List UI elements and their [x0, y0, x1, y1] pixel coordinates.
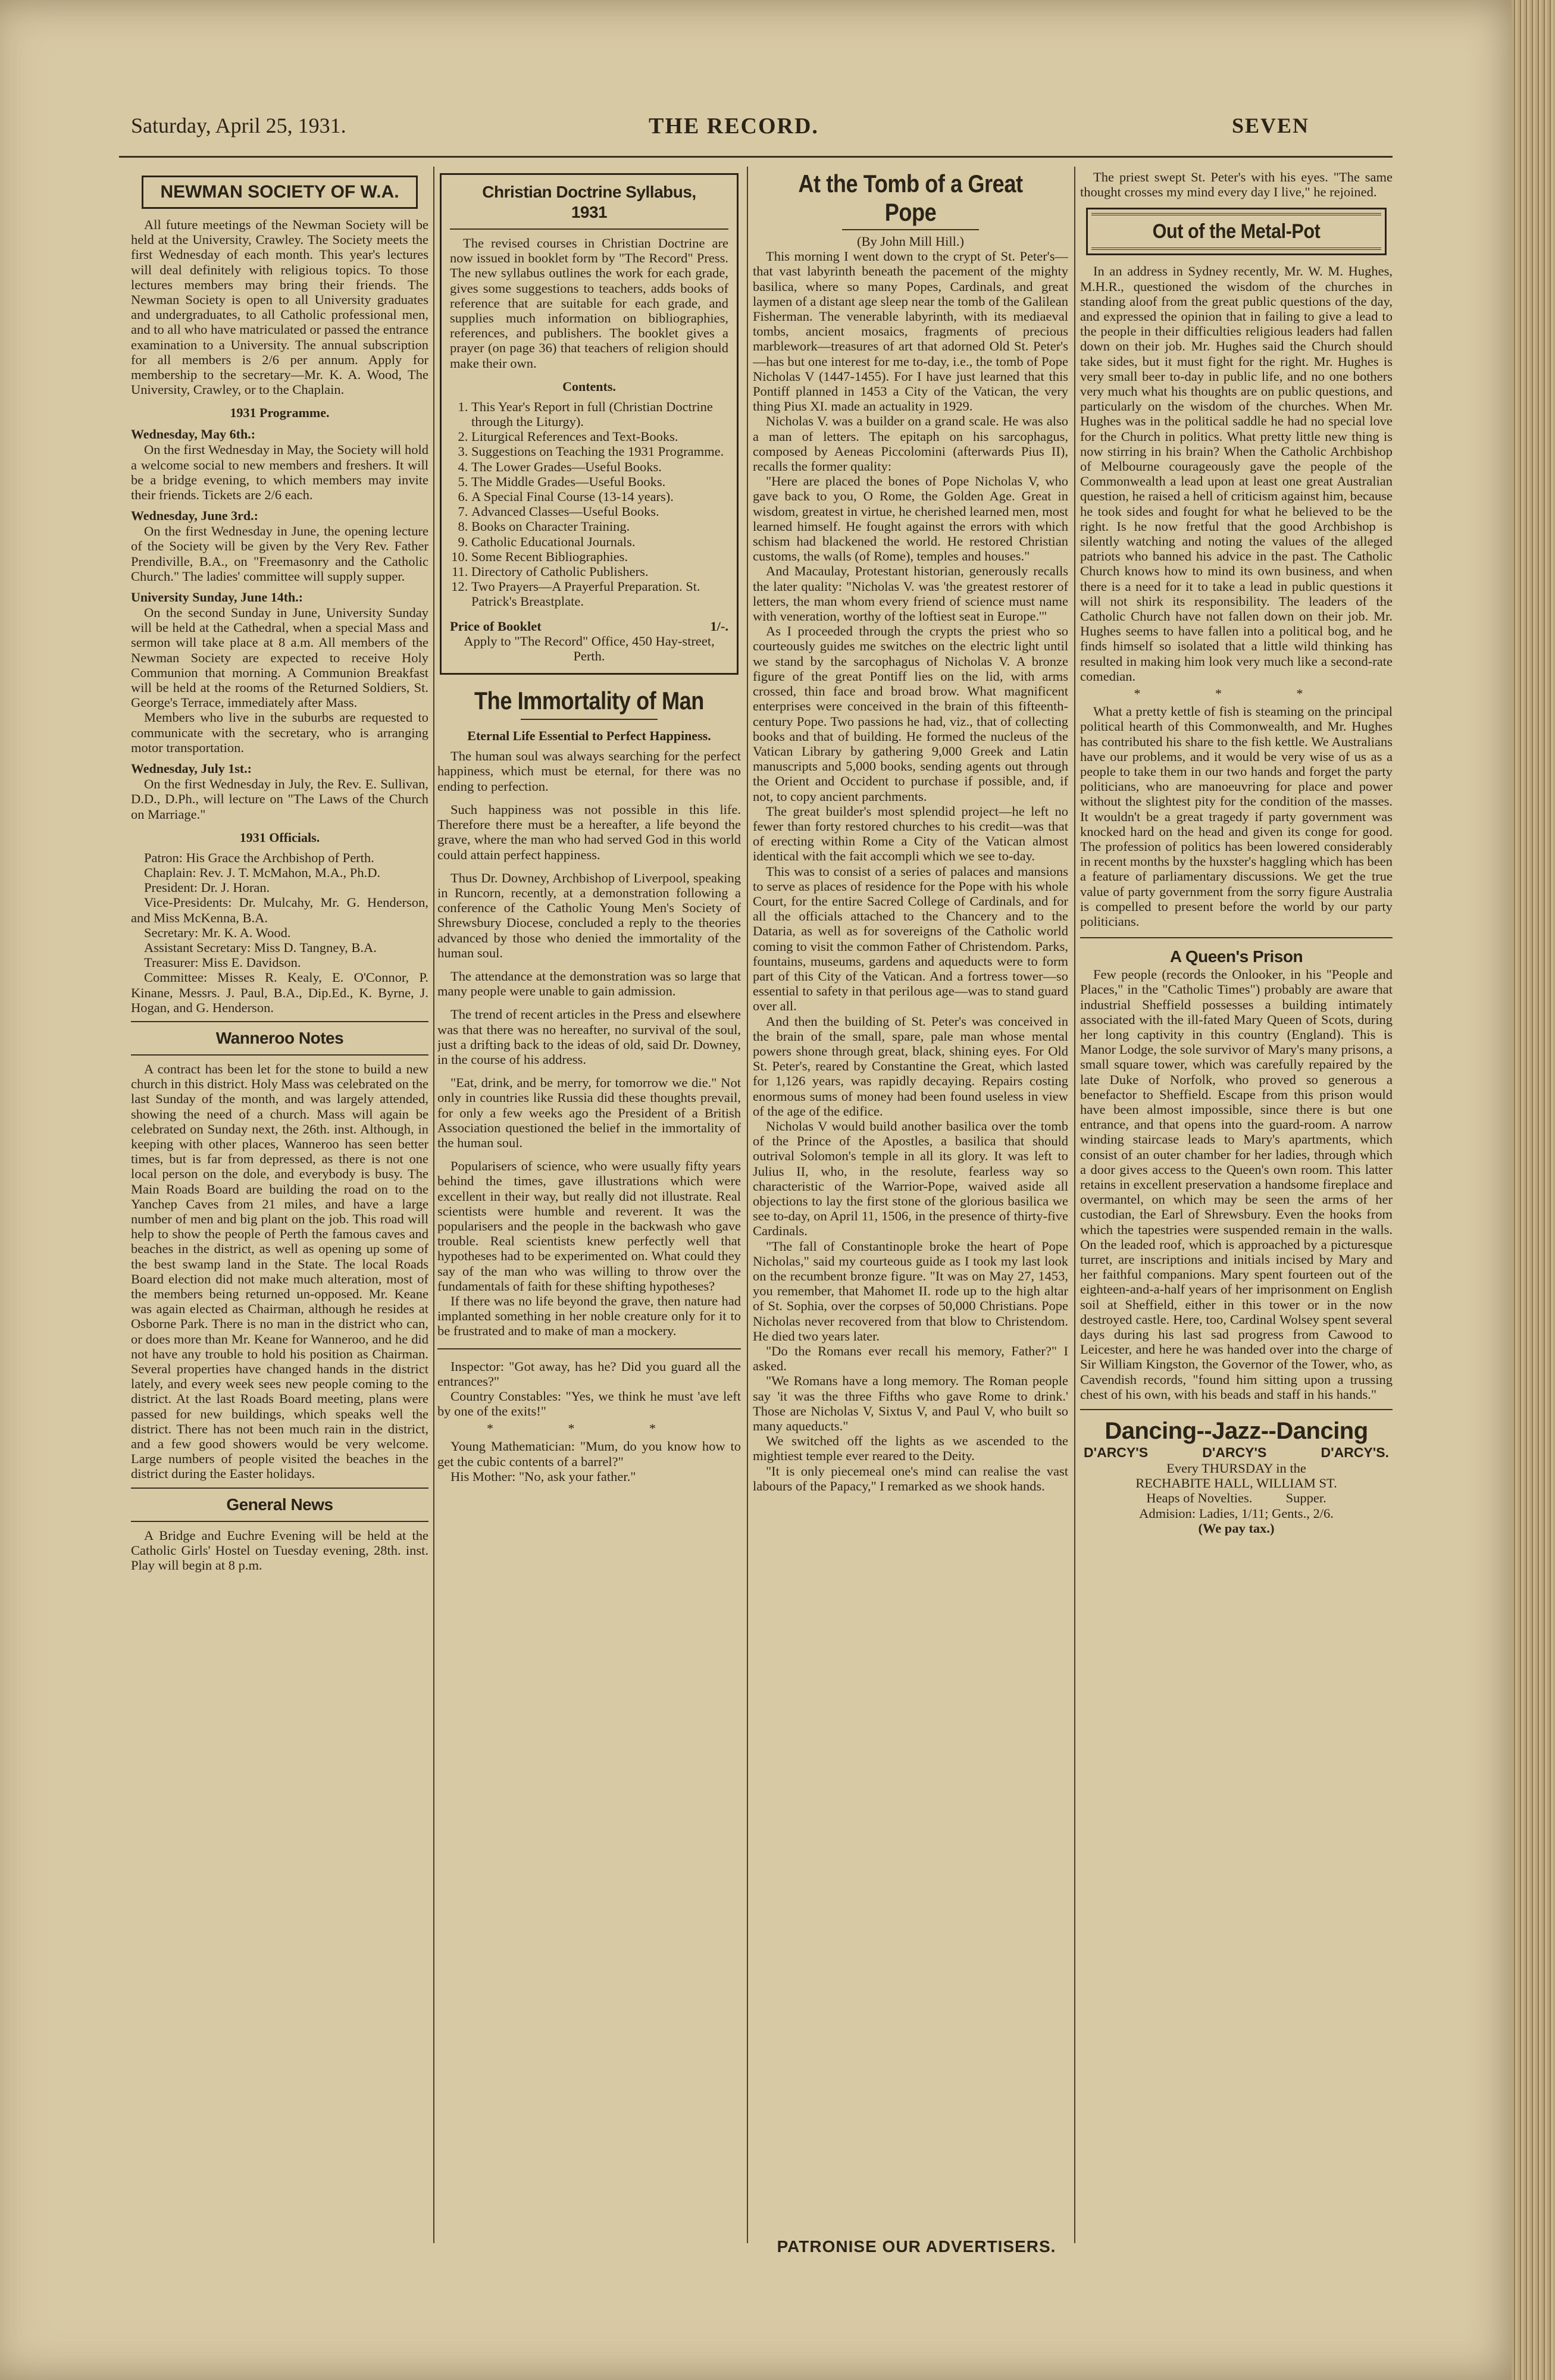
masthead-rule	[119, 156, 1393, 158]
section-rule	[1091, 213, 1381, 215]
immortality-paragraph: The human soul was always searching for the perfect happiness, which must be eternal, for there was no ending to perfection.	[437, 749, 741, 794]
contents-item: 9. Catholic Educational Journals.	[471, 534, 728, 549]
immortality-heading: The Immortality of Man	[474, 687, 704, 715]
pope-paragraph: Nicholas V would build another basilica over the tomb of the Prince of the Apostles, a basilica that should outrival Solomon's temple in all its glory. It was left to Julius II, who, in the resolute, fearless way so characteristic of the Warrior-Pope, waived aside all objections to lay the first stone of the glorious basilica we see to-day, on April 11, 1506, in the presence of thirty-five Cardinals.	[753, 1118, 1068, 1239]
section-rule	[1091, 248, 1381, 250]
section-rule	[1080, 937, 1393, 938]
dancing-line: RECHABITE HALL, WILLIAM ST.	[1135, 1476, 1337, 1491]
joke-line: Country Constables: "Yes, we think he must 'ave left by one of the exits!"	[437, 1389, 741, 1419]
immortality-paragraph: Such happiness was not possible in this life. Therefore there must be a hereafter, a life beyond the grave, where the man who had served God in this world could attain perfect happiness.	[437, 801, 741, 862]
section-rule	[521, 719, 658, 720]
immortality-paragraph: Popularisers of science, who were usually fifty years behind the times, gave illustrations which were excellent in their way, but really did not illustrate. Real scientists were humble and reverent. It was the popularisers and the people in the backwash who gave trouble. Real scientists knew perfectly well that hypotheses had to be experimented on. What could they say of the man who was willing to throw over the fundamentals of faith for these shifting hypotheses?	[437, 1158, 741, 1294]
syllabus-year: 1931	[571, 203, 608, 221]
newman-intro: All future meetings of the Newman Society will be held at the University, Crawley. The Society meets the first Wednesday of each month. This year's lectures will deal definitely with religious topics. To those lectures members may bring their friends. The Newman Society is open to all University graduates and undergraduates, to all Catholic professional men, and to all who have matriculated or passed the entrance examination to a University. The annual subscription for all members is 2/6 per annum. Apply for membership to the secretary—Mr. K. A. Wood, The University, Crawley, or to the Chaplain.	[131, 217, 428, 397]
contents-item: 8. Books on Character Training.	[471, 519, 728, 534]
pope-paragraph: "Here are placed the bones of Pope Nicholas V, who gave back to you, O Rome, the Golden Age. Great in wisdom, greatest in virtue, he cherished learned men, most learned himself. He fought against the errors with which schism had blackened the world. He restored Christian customs, the walls (of Rome), temples and houses."	[753, 474, 1068, 564]
general-news-text: A Bridge and Euchre Evening will be held at the Catholic Girls' Hostel on Tuesday evening, 28th. inst. Play will begin at 8 p.m.	[131, 1527, 428, 1573]
immortality-paragraph: The attendance at the demonstration was so large that many people were unable to gain admission.	[437, 968, 741, 999]
pope-paragraph: The great builder's most splendid project—he left no fewer than forty restored churches to his credit—was that of erecting within Rome a City of the Vatican almost identical with the fait accompli which we see to-day.	[753, 803, 1068, 864]
section-rule	[131, 1021, 428, 1022]
immortality-subheading: Eternal Life Essential to Perfect Happiness.	[467, 728, 711, 744]
pope-byline: (By John Mill Hill.)	[856, 234, 964, 249]
priest-text: The priest swept St. Peter's with his eyes. "The same thought crosses my mind every day I live," he rejoined.	[1080, 170, 1393, 200]
pope-paragraph: "Do the Romans ever recall his memory, Father?" I asked.	[753, 1344, 1068, 1374]
section-rule	[131, 1521, 428, 1522]
contents-item: 3. Suggestions on Teaching the 1931 Programme.	[471, 444, 728, 459]
queens-prison-text: Few people (records the Onlooker, in his "People and Places," in the "Catholic Times") probably are aware that industrial Sheffield possesses a building intimately associated with the ill-fated Mary Queen of Scots, during her long captivity in this country (England). This is Manor Lodge, the sole survivor of Mary's many prisons, a small square tower, which was carefully repaired by the late Duke of Norfolk, who proved so generous a benefactor to Sheffield. Escape from this prison would have been almost impossible, since there is but one entrance, and that opens into the guard-room. A narrow winding staircase leads to Mary's apartments, which consist of an outer chamber for her ladies, through which a door gives access to the Queen's own room. This latter retains in excellent preservation a handsome fireplace and overmantel, on which may be seen the arms of her custodian, the Earl of Shrewsbury. Even the hooks from which the tapestries were suspended remain in the walls. On the leaded roof, which is approached by a picturesque turret, are inscriptions and initials incised by Mary and her faithful companions. Mary spent fourteen out of the eighteen-and-a-half years of her imprisonment on English soil at Sheffield, either in this tower or in the now destroyed castle. Here, too, Cardinal Wolsey spent several days during his last sad progress from Cawood to Leicester, and here he was handed over into the charge of Sir William Kingston, the Governor of the Tower, who, as Cavendish records, "found him sitting upon a trussing chest of his own, with his beads and staff in his hands."	[1080, 967, 1393, 1402]
wanneroo-text: A contract has been let for the stone to build a new church in this district. Holy Mass was celebrated on the last Sunday of the month, and was largely attended, showing the need of a church. Mass will again be celebrated on Sunday next, the 26th. inst. Although, in keeping with other places, Wanneroo has seen better times, but is far from depressed, as there is not one local person on the dole, and everybody is busy. The Main Roads Board are building the road on to the Yanchep Caves from 21 miles, and have a large number of men and big plant on the job. This road will help to show the people of Perth the famous caves and beaches in the district, as well as opening up some of the best swamp land in the State. The local Roads Board election did not make much alteration, most of the members being returned un-opposed. Mr. Keane was again elected as Chairman, although he resides at Osborne Park. There is no man in the district who can, or does more than Mr. Keane for Wanneroo, and he did not have any trouble to hold his position as Chairman. Several properties have changed hands in the district lately, and every week sees new people coming to the district. At the last Roads Board meeting, plans were passed for new buildings, which speaks well the district. There has not been much rain in the district, and a few good showers would be very welcome. Large numbers of people visited the beaches in the district during the Easter holidays.	[131, 1061, 428, 1482]
contents-item: 11. Directory of Catholic Publishers.	[471, 564, 728, 579]
separator-stars: * * *	[487, 1421, 692, 1436]
section-rule	[450, 228, 728, 230]
contents-item: 10. Some Recent Bibliographies.	[471, 549, 728, 564]
pope-paragraph: As I proceeded through the crypts the priest who so courteously guides me switches on the electric light until we stand by the sarcophagus of Nicholas V. A bronze figure of the great Pontiff lies on the lid, with arms crossed, thin face and broad brow. What magnificent enterprises were conceived in the brain of this fifteenth-century Pope. Two passions he had, viz., that of collecting books and that of building. He formed the nucleus of the Vatican Library by gathering 9,000 Greek and Latin manuscripts and 5,000 books, sending agents out through the Orient and Occident to purchase if possible, and, if not, to copy ancient parchments.	[753, 624, 1068, 804]
column-divider	[1074, 167, 1075, 2243]
pope-paragraph: Nicholas V. was a builder on a grand scale. He was also a man of letters. The epitaph on his sarcophagus, composed by Aeneas Piccolomini (afterwards Pius II), recalls the former quality:	[753, 414, 1068, 474]
darcy-name: D'ARCY'S	[1202, 1445, 1267, 1461]
price-label: Price of Booklet	[450, 618, 542, 634]
issue-date: Saturday, April 25, 1931.	[131, 114, 346, 137]
suburbs-text: Members who live in the suburbs are requested to communicate with the secretary, who is arranging motor transportation.	[131, 710, 428, 755]
page-number: SEVEN	[1232, 114, 1310, 137]
dancing-line: Every THURSDAY in the	[1166, 1461, 1306, 1476]
column-divider	[747, 167, 748, 2243]
dancing-line: (We pay tax.)	[1198, 1520, 1275, 1536]
newman-heading: NEWMAN SOCIETY OF W.A.	[142, 176, 418, 209]
contents-item: 1. This Year's Report in full (Christian Doctrine through the Liturgy).	[471, 399, 728, 429]
official-item: Secretary: Mr. K. A. Wood.	[144, 925, 291, 940]
officials-heading: 1931 Officials.	[239, 829, 320, 845]
dancing-heading: Dancing--Jazz--Dancing	[1105, 1418, 1368, 1445]
section-rule	[842, 229, 979, 230]
contents-item: 5. The Middle Grades—Useful Books.	[471, 474, 728, 489]
darcy-name: D'ARCY'S	[1084, 1445, 1149, 1461]
section-rule	[131, 1054, 428, 1056]
pope-paragraph: We switched off the lights as we ascended to the mightiest temple ever reared to the Deity.	[753, 1433, 1068, 1464]
official-item: Patron: His Grace the Archbishop of Perth.	[144, 850, 374, 865]
joke-line: Inspector: "Got away, has he? Did you guard all the entrances?"	[437, 1358, 741, 1389]
official-item: Vice-Presidents: Dr. Mulcahy, Mr. G. Henderson, and Miss McKenna, B.A.	[131, 895, 428, 925]
pope-heading: At the Tomb of a Great Pope	[798, 170, 1023, 226]
contents-item: 7. Advanced Classes—Useful Books.	[471, 504, 728, 519]
pope-paragraph: "We Romans have a long memory. The Roman people say 'it was the three Fifths who gave Rome to drink.' Those are Nicholas V, Sixtus V, and Paul V, who built so many aqueducts."	[753, 1373, 1068, 1434]
pope-paragraph: "It is only piecemeal one's mind can realise the vast labours of the Papacy," I remarked as we shook hands.	[753, 1463, 1068, 1493]
queens-prison-heading: A Queen's Prison	[1169, 947, 1303, 966]
syllabus-intro: The revised courses in Christian Doctrine are now issued in booklet form by "The Record" Press. The new syllabus outlines the work for each grade, gives some suggestions to teachers, adds books of reference that are suitable for each grade, and supplies much information on bibliographies, references, and publishers. The booklet gives a prayer (on page 36) that teachers of religion should make their own.	[450, 236, 728, 371]
section-rule	[1080, 1409, 1393, 1410]
may-text: On the first Wednesday in May, the Society will hold a welcome social to new members and freshers. It will be a bridge evening, to which members may invite their friends. Tickets are 2/6 each.	[131, 442, 428, 503]
column-3	[753, 170, 1068, 2240]
contents-item: 6. A Special Final Course (13-14 years).	[471, 489, 728, 504]
june-text: On the first Wednesday in June, the opening lecture of the Society will be given by the Very Rev. Father Prendiville, B.A., on "Freemasonry and the Catholic Church." The ladies' committee will supply supper.	[131, 524, 428, 584]
metal-pot-paragraph: In an address in Sydney recently, Mr. W. M. Hughes, M.H.R., questioned the wisdom of the churches in standing aloof from the great public questions of the day, and expressed the opinion that in failing to give a lead to the people in their difficulties religious leaders had fallen down on their job. Mr. Hughes said the Church should take sides, but it must fight for the right. Mr. Hughes is very small beer to-day in public life, and no one bothers very much what his thoughts are on public questions, and particularly on the wisdom of the churches. When Mr. Hughes was in the political saddle he had no special love for the Church in politics. What pretty little new thing is now stirring in his brain? When the Catholic Archbishop of Melbourne courageously gave the people of the Commonwealth a lead upon at least one great Australian question, he raised a hell of criticism against him, because he took sides and fought for what he believed to be the right. Is he now fretful that the good Archbishop is silently watching and noting the values of the alleged patriots who banned his advice in the past. The Catholic Church knows how to mind its own business, and when there is a need for it to take a lead in public questions it will not shirk its responsibility. The leaders of the Catholic Church have not fallen down on their job. Mr. Hughes seems to have fallen into a political bog, and he finds himself so isolated that a little wild thinking has resulted in making him look very much like a second-rate comedian.	[1080, 264, 1393, 684]
pope-paragraph: "The fall of Constantinople broke the heart of Pope Nicholas," said my courteous guide as I took my last look on the recumbent bronze figure. "It was on May 27, 1453, you remember, that Mahomet II. rode up to the high altar of St. Sophia, over the corpses of 50,000 Christians. Pope Nicholas never recovered from that blow to Christendom. He died two years later.	[753, 1238, 1068, 1344]
pope-paragraph: This was to consist of a series of palaces and mansions to serve as places of residence for the Pope with his whole Court, for the entire Sacred College of Cardinals, and for all the officials attached to the Chancery and to the Dataria, as well as for sovereigns of the Catholic world coming to visit the common Father of Christendom. Parks, fountains, museums, gardens and aqueducts were to form part of this City of the Vatican. And a fortress tower—so essential to safety in that perilous age—was to stand guard over all.	[753, 863, 1068, 1014]
pope-paragraph: And then the building of St. Peter's was conceived in the brain of the small, spare, pale man whose mental powers shone through great, black, shining eyes. For Old St. Peter's, reared by Constantine the Great, which lasted for 1,126 years, was rapidly decaying. Repairs costing enormous sums of money had been found useless in view of the age of the edifice.	[753, 1013, 1068, 1119]
contents-list	[450, 399, 728, 609]
wanneroo-heading: Wanneroo Notes	[215, 1028, 344, 1047]
price-value: 1/-.	[710, 618, 728, 634]
june-date: Wednesday, June 3rd.:	[131, 508, 258, 524]
page-edge-stack	[1512, 0, 1555, 2380]
column-divider	[433, 167, 434, 2243]
sunday-text: On the second Sunday in June, University Sunday will be held at the Cathedral, when a special Mass and sermon will take place at 8 a.m. All members of the Newman Society are expected to receive Holy Communion that morning. A Communion Breakfast will be held at the rooms of the Returned Soldiers, St. George's Terrace, immediately after Mass.	[131, 605, 428, 710]
contents-heading: Contents.	[562, 378, 616, 394]
joke-line: His Mother: "No, ask your father."	[450, 1468, 636, 1484]
apply-text: Apply to "The Record" Office, 450 Hay-street, Perth.	[464, 633, 715, 664]
metal-pot-heading: Out of the Metal-Pot	[1152, 220, 1321, 243]
column-4	[1080, 170, 1393, 2240]
contents-item: 12. Two Prayers—A Prayerful Preparation. St. Patrick's Breastplate.	[471, 579, 728, 609]
separator-stars: * * *	[1134, 686, 1339, 702]
metal-pot-box	[1086, 208, 1387, 255]
column-1	[131, 170, 428, 2240]
syllabus-heading: Christian Doctrine Syllabus,	[482, 183, 696, 201]
section-rule	[131, 1488, 428, 1489]
darcy-line	[1080, 1445, 1393, 1461]
pope-paragraph: This morning I went down to the crypt of St. Peter's—that vast labyrinth beneath the pacement of the mighty basilica, where so many Popes, Cardinals, and great laymen of a distant age sleep near the tomb of the Galilean Fisherman. The venerable labyrinth, with its mediaeval tombs, ancient mosaics, fragments of precious marblework—treasures of art that adorned Old St. Peter's—has but one interest for me to-day, i.e., the tomb of Pope Nicholas V (1447-1455). For I have just learned that this Pontiff planned in 1453 a City of the Vatican, the very thing Pius XI. made an actuality in 1929.	[753, 249, 1068, 414]
patronise-footer: PATRONISE OUR ADVERTISERS.	[777, 2237, 1056, 2256]
sunday-date: University Sunday, June 14th.:	[131, 590, 304, 605]
price-line	[450, 619, 728, 634]
immortality-paragraph: "Eat, drink, and be merry, for tomorrow we die." Not only in countries like Russia did these thoughts prevail, for only a few weeks ago the President of a British Association questioned the belief in the immortality of the human soul.	[437, 1075, 741, 1150]
pope-paragraph: And Macaulay, Protestant historian, generously recalls the later quality: "Nicholas V. was 'the greatest restorer of letters, the man whom every friend of science must name with veneration, worthy of the loftiest seat in Europe.'"	[753, 563, 1068, 624]
immortality-paragraph: If there was no life beyond the grave, then nature had implanted something in her noble creature only for it to be frustrated and to make of man a mockery.	[437, 1293, 741, 1339]
programme-heading: 1931 Programme.	[230, 405, 330, 421]
official-item: President: Dr. J. Horan.	[144, 880, 270, 895]
darcy-name: D'ARCY'S.	[1321, 1445, 1389, 1461]
general-news-heading: General News	[226, 1495, 333, 1514]
dancing-line: Heaps of Novelties. Supper.	[1146, 1490, 1326, 1506]
official-item: Committee: Misses R. Kealy, E. O'Connor, P. Kinane, Messrs. J. Paul, B.A., Dip.Ed., K. Byrne, J. Hogan, and G. Henderson.	[131, 970, 428, 1015]
july-date: Wednesday, July 1st.:	[131, 761, 252, 776]
metal-pot-paragraph: What a pretty kettle of fish is steaming on the principal political hearth of this Commonwealth, and Mr. Hughes has contributed his share to the fish kettle. We Australians have our problems, and it would be very wise of us as a people to take them in our two hands and forget the party politicians, who are manoeuvring for place and power without the slightest pity for the condition of the masses. It wouldn't be a great tragedy if party government was knocked hard on the head and given its conge for good. The profession of politics has been lowered considerably in recent months by the huxster's haggling which has been a feature of parliamentary discussions. We get the true value of party government from the sorry figure Australia is compelled to present before the world by our party politicians.	[1080, 704, 1393, 929]
newspaper-title: THE RECORD.	[649, 114, 819, 139]
contents-item: 4. The Lower Grades—Useful Books.	[471, 459, 728, 474]
section-rule	[437, 1348, 741, 1349]
official-item: Treasurer: Miss E. Davidson.	[144, 955, 301, 970]
joke-line: Young Mathematician: "Mum, do you know how to get the cubic contents of a barrel?"	[437, 1439, 741, 1469]
contents-item: 2. Liturgical References and Text-Books.	[471, 429, 728, 444]
july-text: On the first Wednesday in July, the Rev. E. Sullivan, D.D., D.Ph., will lecture on "The Laws of the Church on Marriage."	[131, 776, 428, 822]
syllabus-box	[440, 173, 739, 675]
immortality-paragraph: The trend of recent articles in the Press and elsewhere was that there was no hereafter, no survival of the soul, just a drifting back to the ideas of old, said Dr. Downey, in the course of his address.	[437, 1007, 741, 1067]
may-date: Wednesday, May 6th.:	[131, 427, 256, 442]
immortality-paragraph: Thus Dr. Downey, Archbishop of Liverpool, speaking in Runcorn, recently, at a demonstration following a conference of the Catholic Young Men's Society of Shrewsbury Diocese, concluded a reply to the theories advanced by those who denied the immortality of the human soul.	[437, 870, 741, 960]
dancing-line: Admision: Ladies, 1/11; Gents., 2/6.	[1139, 1505, 1334, 1521]
official-item: Chaplain: Rev. J. T. McMahon, M.A., Ph.D.	[144, 865, 381, 880]
column-2	[437, 170, 741, 2240]
official-item: Assistant Secretary: Miss D. Tangney, B.A.	[144, 940, 377, 955]
